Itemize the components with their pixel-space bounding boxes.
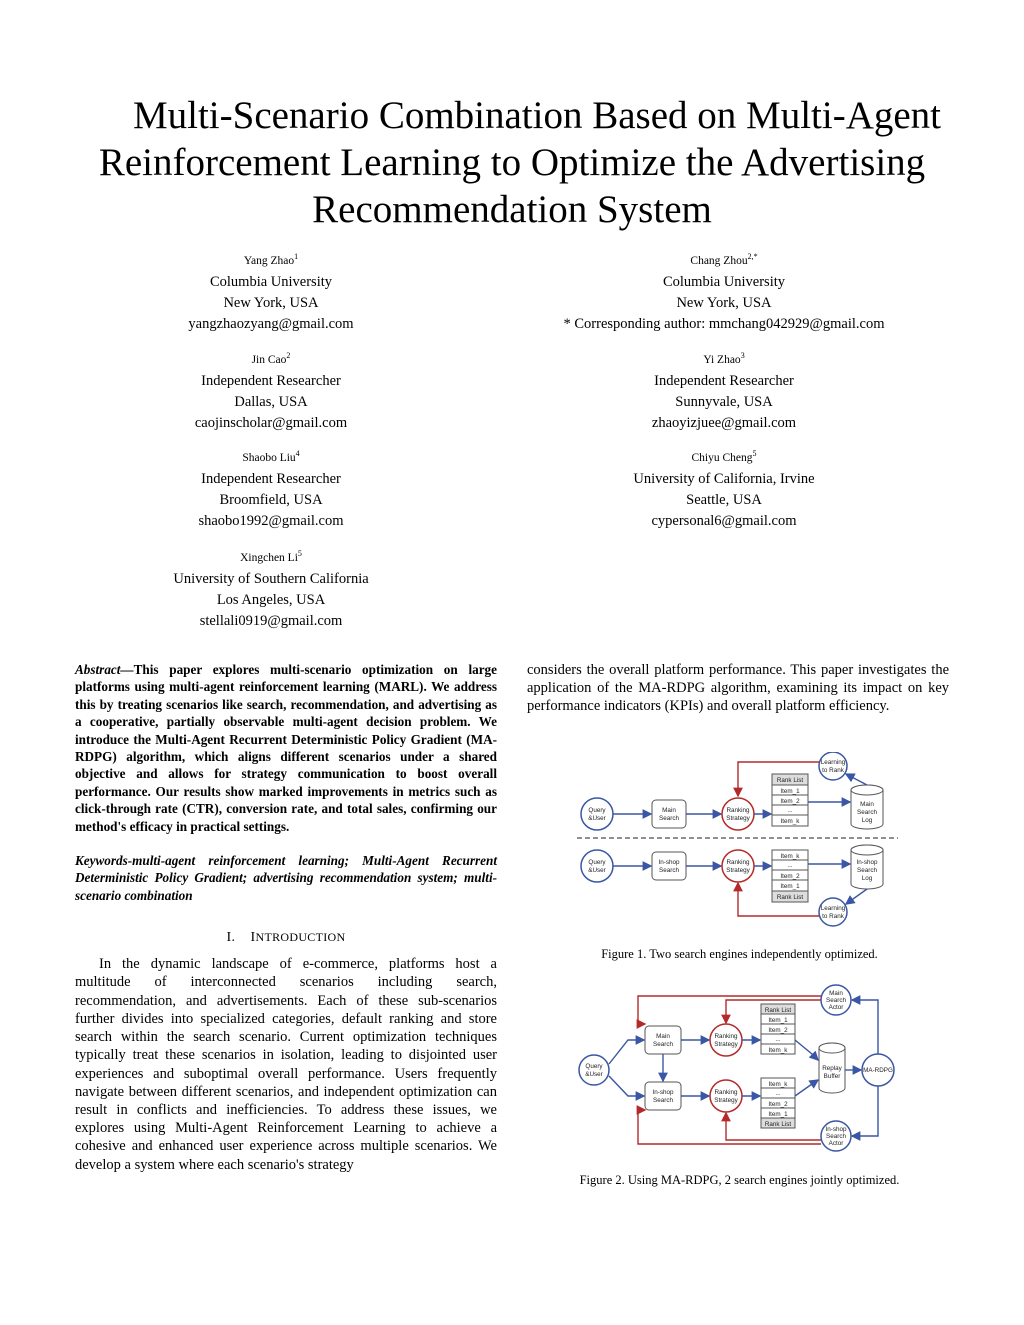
svg-text:Main: Main [860, 801, 874, 808]
svg-text:Item_k: Item_k [768, 1047, 788, 1054]
author-location: Los Angeles, USA [216, 591, 326, 608]
svg-text:Rank List: Rank List [776, 894, 804, 901]
svg-text:Search: Search [826, 997, 846, 1004]
svg-text:Item_1: Item_1 [780, 883, 800, 890]
author-name: Chiyu Cheng [691, 451, 753, 464]
author-email[interactable]: yangzhaozyang@gmail.com [188, 315, 354, 332]
author-sup: 2 [286, 351, 291, 360]
svg-text:Strategy: Strategy [726, 867, 750, 874]
author-sup: 4 [295, 449, 300, 458]
svg-text:Rank List: Rank List [764, 1121, 792, 1128]
section-heading-introduction [75, 928, 497, 947]
title-line-3: Recommendation System [312, 188, 712, 231]
svg-text:Ranking: Ranking [726, 859, 750, 866]
figure-2-caption: Figure 2. Using MA-RDPG, 2 search engines jointly optimized. [579, 1173, 900, 1187]
keywords: Keywords-multi-agent reinforcement learning; Multi-Agent Recurrent Deterministic Policy Gradient; advertising recommendation system; multi-scenario combination [75, 853, 497, 903]
svg-text:Main: Main [662, 807, 676, 814]
svg-text:Strategy: Strategy [714, 1041, 738, 1048]
ranking-strategy-node-b [722, 850, 754, 882]
svg-text:Actor: Actor [828, 1004, 844, 1011]
author-email[interactable]: shaobo1992@gmail.com [198, 512, 344, 529]
learning-to-rank-node-bottom [819, 898, 847, 926]
svg-text:Item_1: Item_1 [768, 1017, 788, 1024]
author-location: Broomfield, USA [219, 491, 323, 508]
svg-text:Main: Main [656, 1033, 670, 1040]
author-affiliation: Independent Researcher [654, 372, 794, 389]
svg-text:Buffer: Buffer [823, 1073, 841, 1080]
section-number: I. [226, 930, 236, 946]
section-title-initial: I [250, 930, 256, 946]
svg-text:Item_k: Item_k [780, 818, 800, 825]
svg-text:Item_2: Item_2 [768, 1101, 788, 1108]
ranking-strategy-node-a [722, 798, 754, 830]
author-block-5 [61, 446, 481, 532]
main-search-box [652, 800, 686, 828]
svg-text:Search: Search [659, 867, 679, 874]
query-user-line1: Query [588, 807, 606, 814]
author-affiliation: Columbia University [662, 273, 786, 290]
svg-text:...: ... [775, 1090, 781, 1097]
svg-text:MA-RDPG: MA-RDPG [863, 1067, 893, 1074]
figure-1-caption: Figure 1. Two search engines independently optimized. [601, 947, 878, 961]
svg-text:Item_1: Item_1 [780, 788, 800, 795]
svg-text:Search: Search [653, 1097, 673, 1104]
svg-text:Item_2: Item_2 [768, 1027, 788, 1034]
svg-text:Ranking: Ranking [714, 1033, 738, 1040]
author-email[interactable]: stellali0919@gmail.com [199, 612, 343, 629]
author-block-3 [61, 348, 481, 434]
figure-1-diagram [575, 752, 900, 928]
svg-text:to Rank: to Rank [822, 767, 844, 774]
author-location: New York, USA [223, 294, 319, 311]
svg-text:Item_k: Item_k [768, 1081, 788, 1088]
author-email[interactable]: cypersonal6@gmail.com [651, 512, 797, 529]
learning-to-rank-node-top [819, 752, 847, 780]
svg-text:&User: &User [585, 1071, 603, 1078]
abstract [75, 661, 497, 835]
svg-text:Ranking: Ranking [714, 1089, 738, 1096]
svg-text:Learning: Learning [820, 905, 846, 912]
author-email[interactable]: zhaoyizjuee@gmail.com [651, 414, 797, 431]
svg-text:...: ... [787, 807, 793, 814]
svg-text:...: ... [775, 1036, 781, 1043]
figure-2-diagram [578, 984, 903, 1152]
author-location: Seattle, USA [686, 491, 762, 508]
author-affiliation: University of Southern California [173, 570, 369, 587]
section-title-rest: NTRODUCTION [255, 930, 346, 945]
author-block-4 [514, 348, 934, 434]
svg-text:In-shop: In-shop [658, 859, 680, 866]
author-location: New York, USA [676, 294, 772, 311]
svg-text:Rank List: Rank List [776, 777, 804, 784]
author-name: Yi Zhao [703, 353, 741, 366]
author-name: Shaobo Liu [242, 451, 296, 464]
svg-text:Strategy: Strategy [714, 1097, 738, 1104]
query-user-node-a [581, 798, 613, 830]
abstract-text: This paper explores multi-scenario optimization on large platforms using multi-agent reinforcement learning (MARL). We address this by treating scenarios like search, recommendation, and advertising as a cooperative, partially observable multi-agent decision problem. We introduce the Multi-Agent Recurrent Deterministic Policy Gradient (MA-RDPG) algorithm, which aligns different scenarios under a shared objective and allows for strategy communication to boost overall performance. Our results show marked improvements in metrics such as click-through rate (CTR), conversion rate, and total sales, confirming our method's efficacy in practical settings. [75, 662, 497, 834]
svg-text:Item_2: Item_2 [780, 798, 800, 805]
svg-text:Search: Search [659, 815, 679, 822]
svg-text:to Rank: to Rank [822, 913, 844, 920]
svg-text:Search: Search [826, 1133, 846, 1140]
svg-text:&User: &User [588, 815, 606, 822]
inshop-search-box [645, 1082, 681, 1110]
author-name: Yang Zhao [243, 254, 295, 267]
paper-title [60, 92, 964, 233]
author-name: Chang Zhou [690, 254, 748, 267]
ranking-strategy-node-a [710, 1024, 742, 1056]
author-location: Sunnyvale, USA [675, 393, 773, 410]
inshop-search-box [652, 852, 686, 880]
author-sup: 1 [294, 252, 299, 261]
query-user-node [579, 1055, 609, 1085]
svg-text:Strategy: Strategy [726, 815, 750, 822]
svg-text:Item_k: Item_k [780, 853, 800, 860]
author-sup: 2,* [747, 252, 758, 261]
main-search-box [645, 1026, 681, 1054]
author-block-6 [514, 446, 934, 532]
svg-text:Log: Log [861, 817, 873, 824]
author-email[interactable]: * Corresponding author: mmchang042929@gmail.com [563, 315, 885, 332]
author-name: Jin Cao [251, 353, 287, 366]
author-affiliation: University of California, Irvine [633, 470, 815, 487]
svg-text:Search: Search [857, 809, 877, 816]
svg-text:Search: Search [857, 867, 877, 874]
svg-text:In-shop: In-shop [652, 1089, 674, 1096]
svg-text:Query: Query [588, 859, 606, 866]
svg-text:Learning: Learning [820, 759, 846, 766]
author-location: Dallas, USA [234, 393, 308, 410]
title-line-2: Reinforcement Learning to Optimize the Advertising [98, 141, 926, 184]
author-sup: 5 [297, 549, 302, 558]
svg-text:Log: Log [861, 875, 873, 882]
author-name: Xingchen Li [240, 551, 298, 564]
author-block-2 [514, 249, 934, 335]
query-user-node-b [581, 850, 613, 882]
right-column-paragraph: considers the overall platform performance. This paper investigates the application of the MA-RDPG algorithm, examining its impact on key performance indicators (KPIs) and overall platform efficiency. [527, 662, 949, 715]
svg-text:In-shop: In-shop [825, 1126, 847, 1133]
svg-text:Main: Main [829, 990, 843, 997]
svg-text:Item_1: Item_1 [768, 1111, 788, 1118]
author-affiliation: Independent Researcher [201, 372, 341, 389]
author-affiliation: Columbia University [209, 273, 333, 290]
author-block-7 [61, 546, 481, 632]
svg-text:Search: Search [653, 1041, 673, 1048]
author-sup: 3 [740, 351, 745, 360]
left-column [75, 661, 497, 1174]
svg-text:&User: &User [588, 867, 606, 874]
svg-text:In-shop: In-shop [856, 859, 878, 866]
author-block-1 [61, 249, 481, 335]
author-email[interactable]: caojinscholar@gmail.com [194, 414, 348, 431]
abstract-label: Abstract— [75, 662, 134, 677]
svg-text:Replay: Replay [822, 1065, 842, 1072]
svg-text:Rank List: Rank List [764, 1007, 792, 1014]
author-affiliation: Independent Researcher [201, 470, 341, 487]
svg-text:Query: Query [585, 1063, 603, 1070]
author-sup: 5 [752, 449, 757, 458]
introduction-paragraph: In the dynamic landscape of e-commerce, platforms host a multitude of interconnected scenarios including search, recommendation, and advertisements. Each of these sub-scenarios further divides into specialized categories, default ranking and store search within the search scenario. Current optimization techniques typically treat these scenarios in isolation, leading to disjointed user experiences and suboptimal overall performance. Users frequently navigate between different scenarios, and independent optimization can result in conflicts and inefficiencies. To address these issues, we explores using Multi-Agent Reinforcement Learning to achieve a cohesive and enhanced user experience across multiple scenarios. We develop a system where each scenario's strategy [75, 956, 497, 1173]
svg-text:Item_2: Item_2 [780, 873, 800, 880]
title-line-1: Multi-Scenario Combination Based on Multi-Agent [132, 94, 942, 137]
svg-text:...: ... [787, 862, 793, 869]
svg-text:Actor: Actor [828, 1140, 844, 1147]
ranking-strategy-node-b [710, 1080, 742, 1112]
svg-text:Ranking: Ranking [726, 807, 750, 814]
